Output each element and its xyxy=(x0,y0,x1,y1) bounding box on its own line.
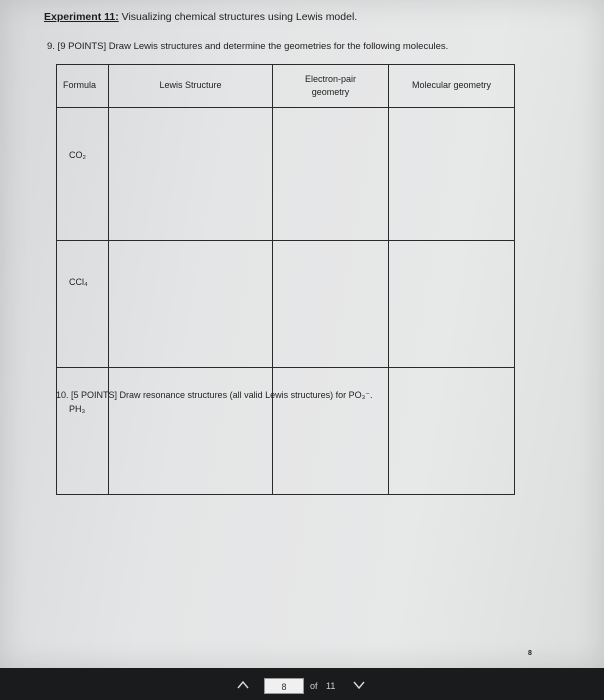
chevron-up-icon-svg xyxy=(237,680,249,690)
electron-pair-cell xyxy=(273,108,389,241)
question-9: 9. [9 POINTS] Draw Lewis structures and determine the geometries for the following molecules. xyxy=(47,41,449,52)
formula-cell: CO₂ xyxy=(57,108,109,241)
molecular-geometry-cell xyxy=(389,368,515,495)
question-10: 10. [5 POINTS] Draw resonance structures (all valid Lewis structures) for PO₃⁻. xyxy=(56,390,373,400)
molecular-geometry-header: Molecular geometry xyxy=(389,65,515,108)
lewis-structure-header: Lewis Structure xyxy=(109,65,273,108)
chevron-down-icon-svg xyxy=(353,680,365,690)
table-row xyxy=(57,241,515,368)
electron-pair-geometry-header xyxy=(273,65,389,108)
experiment-label: Experiment 11: xyxy=(44,11,119,23)
electron-pair-cell xyxy=(273,368,389,495)
formula-cell: PH₃ xyxy=(57,368,109,495)
table-row xyxy=(57,368,515,495)
geometry-table xyxy=(56,64,515,495)
formula-header: Formula xyxy=(57,65,109,108)
molecular-geometry-cell xyxy=(389,108,515,241)
experiment-title: Visualizing chemical structures using Lewis model. xyxy=(121,11,358,23)
chevron-down-icon[interactable] xyxy=(352,680,366,692)
page-number-input[interactable]: 8 xyxy=(264,678,304,694)
table-row xyxy=(57,108,515,241)
electron-pair-header-line1: Electron-pair xyxy=(304,73,357,84)
lewis-structure-cell xyxy=(109,108,273,241)
experiment-header xyxy=(44,11,357,23)
of-label: of xyxy=(310,681,318,691)
table-header-row xyxy=(57,65,515,108)
page-count-label xyxy=(310,681,335,691)
lewis-structure-cell xyxy=(109,241,273,368)
lewis-structure-cell xyxy=(109,368,273,495)
electron-pair-cell xyxy=(273,241,389,368)
page-number: 8 xyxy=(528,650,532,657)
molecular-geometry-cell xyxy=(389,241,515,368)
total-pages: 11 xyxy=(326,681,336,691)
formula-cell: CCl₄ xyxy=(57,241,109,368)
chevron-up-icon[interactable] xyxy=(236,680,250,692)
electron-pair-header-line2: geometry xyxy=(311,87,350,97)
